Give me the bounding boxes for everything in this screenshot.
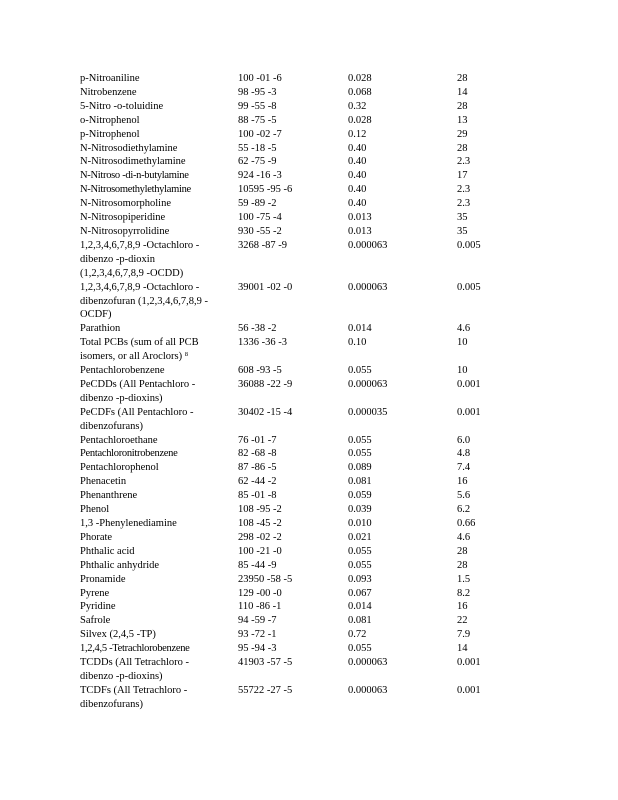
cas-number: 10595 -95 -6 [238,184,293,196]
nonwastewater-standard: 0.001 [457,406,481,418]
nonwastewater-standard: 4.6 [457,323,471,335]
cas-number: 95 -94 -3 [238,643,277,655]
nonwastewater-standard: 0.001 [457,684,481,696]
chemical-name: Phorate [80,531,113,543]
chemical-name: Nitrobenzene [80,86,137,98]
table-row [80,614,520,628]
nonwastewater-standard: 10 [457,337,468,349]
cas-number: 108 -45 -2 [238,518,282,529]
chemical-name: Parathion [80,323,121,335]
cas-number: 93 -72 -1 [238,629,277,641]
table-row [80,434,520,448]
chemical-name: N-Nitrosodiethylamine [80,142,178,154]
wastewater-standard: 0.055 [348,365,372,377]
nonwastewater-standard: 16 [457,601,468,613]
chemical-name: Pentachloronitrobenzene [80,448,178,460]
nonwastewater-standard: 14 [457,86,468,98]
chemical-name: 1,2,4,5 -Tetrachlorobenzene [80,643,190,655]
cas-number: 55722 -27 -5 [238,684,293,696]
table-row [80,684,520,712]
table-row [80,517,520,531]
table-row [80,642,520,656]
table-row [80,531,520,545]
table-row [80,364,520,378]
cas-number: 82 -68 -8 [238,448,277,460]
nonwastewater-standard: 1.5 [457,573,471,585]
cas-number: 36088 -22 -9 [238,378,293,390]
nonwastewater-standard: 10 [457,365,468,377]
nonwastewater-standard: 28 [457,545,468,557]
chemical-name: 1,3 -Phenylenediamine [80,518,177,529]
nonwastewater-standard: 4.6 [457,531,471,543]
table-row [80,475,520,489]
wastewater-standard: 0.081 [348,615,372,627]
table-row [80,225,520,239]
chemical-name [80,336,215,364]
chemical-name: N-Nitrosodimethylamine [80,156,186,168]
nonwastewater-standard: 2.3 [457,198,471,210]
wastewater-standard: 0.068 [348,86,372,98]
nonwastewater-standard: 7.4 [457,462,471,474]
cas-number: 94 -59 -7 [238,615,277,627]
chemical-table [80,72,520,712]
chemical-name: Pyrene [80,587,110,599]
cas-number: 39001 -02 -0 [238,281,293,293]
cas-number: 1336 -36 -3 [238,337,287,349]
table-row [80,281,520,323]
wastewater-standard: 0.40 [348,198,367,210]
wastewater-standard: 0.093 [348,573,372,585]
chemical-name: TCDDs (All Tetrachloro - dibenzo -p-dioxins) [80,657,190,682]
wastewater-standard: 0.055 [348,545,372,557]
wastewater-standard: 0.081 [348,476,372,488]
table-row [80,155,520,169]
nonwastewater-standard: 28 [457,73,468,84]
chemical-name: Phenanthrene [80,490,138,502]
wastewater-standard: 0.40 [348,184,367,196]
chemical-name: N-Nitrosopyrrolidine [80,225,170,237]
wastewater-standard: 0.000063 [348,281,388,293]
cas-number: 100 -01 -6 [238,73,282,84]
nonwastewater-standard: 6.0 [457,434,471,446]
nonwastewater-standard: 22 [457,615,468,627]
table-row [80,656,520,684]
cas-number: 56 -38 -2 [238,323,277,335]
chemical-name: 1,2,3,4,6,7,8,9 -Octachloro - dibenzo -p-dioxin (1,2,3,4,6,7,8,9 -OCDD) [80,239,200,279]
nonwastewater-standard: 35 [457,212,468,224]
wastewater-standard: 0.055 [348,448,372,460]
table-row [80,100,520,114]
nonwastewater-standard: 13 [457,114,468,126]
wastewater-standard: 0.10 [348,337,367,349]
nonwastewater-standard: 16 [457,476,468,488]
cas-number: 55 -18 -5 [238,142,277,154]
cas-number: 62 -44 -2 [238,476,277,488]
table-row [80,461,520,475]
wastewater-standard: 0.014 [348,323,372,335]
chemical-name: Phthalic acid [80,545,135,557]
wastewater-standard: 0.40 [348,170,367,182]
chemical-name: N-Nitrosomorpholine [80,198,171,210]
cas-number: 298 -02 -2 [238,531,282,543]
wastewater-standard: 0.059 [348,490,372,502]
table-row [80,239,520,281]
wastewater-standard: 0.000035 [348,406,388,418]
cas-number: 23950 -58 -5 [238,573,293,585]
table-row [80,336,520,364]
nonwastewater-standard: 8.2 [457,587,471,599]
cas-number: 3268 -87 -9 [238,239,287,251]
wastewater-standard: 0.055 [348,559,372,571]
chemical-name: Phthalic anhydride [80,559,160,571]
nonwastewater-standard: 28 [457,142,468,154]
wastewater-standard: 0.013 [348,212,372,224]
nonwastewater-standard: 6.2 [457,504,471,516]
table-row [80,72,520,86]
nonwastewater-standard: 0.005 [457,281,481,293]
wastewater-standard: 0.000063 [348,657,388,669]
table-row [80,573,520,587]
table-row [80,86,520,100]
wastewater-standard: 0.067 [348,587,372,599]
table-row [80,211,520,225]
cas-number: 129 -00 -0 [238,587,282,599]
cas-number: 110 -86 -1 [238,601,282,613]
cas-number: 99 -55 -8 [238,100,277,112]
chemical-name: PeCDFs (All Pentachloro - dibenzofurans) [80,406,194,432]
nonwastewater-standard: 5.6 [457,490,471,502]
cas-number: 100 -21 -0 [238,545,282,557]
wastewater-standard: 0.013 [348,225,372,237]
wastewater-standard: 0.055 [348,434,372,446]
cas-number: 108 -95 -2 [238,504,282,516]
chemical-name: N-Nitroso -di-n-butylamine [80,170,189,182]
cas-number: 85 -01 -8 [238,490,277,502]
table-row [80,628,520,642]
wastewater-standard: 0.32 [348,100,367,112]
cas-number: 924 -16 -3 [238,170,282,182]
nonwastewater-standard: 4.8 [457,448,471,460]
table-row [80,169,520,183]
chemical-name: N-Nitrosopiperidine [80,212,166,224]
cas-number: 85 -44 -9 [238,559,277,571]
chemical-name: p-Nitroaniline [80,73,140,84]
chemical-name: Pronamide [80,573,126,585]
nonwastewater-standard: 35 [457,225,468,237]
wastewater-standard: 0.12 [348,128,367,140]
cas-number: 62 -75 -9 [238,156,277,168]
table-row [80,406,520,434]
cas-number: 76 -01 -7 [238,434,277,446]
cas-number: 608 -93 -5 [238,365,282,377]
nonwastewater-standard: 0.005 [457,239,481,251]
nonwastewater-standard: 28 [457,559,468,571]
table-row [80,447,520,461]
chemical-name: Safrole [80,615,111,627]
chemical-name: PeCDDs (All Pentachloro - dibenzo -p-dioxins) [80,378,196,404]
table-row [80,142,520,156]
nonwastewater-standard: 7.9 [457,629,471,641]
table-row [80,503,520,517]
footnote-marker: 8 [184,351,188,359]
chemical-name: Silvex (2,4,5 -TP) [80,629,156,641]
cas-number: 87 -86 -5 [238,462,277,474]
nonwastewater-standard: 17 [457,170,468,182]
wastewater-standard: 0.055 [348,643,372,655]
cas-number: 98 -95 -3 [238,86,277,98]
wastewater-standard: 0.089 [348,462,372,474]
table-row [80,183,520,197]
chemical-name: 5-Nitro -o-toluidine [80,100,164,112]
nonwastewater-standard: 0.001 [457,378,481,390]
wastewater-standard: 0.028 [348,114,372,126]
table-row [80,559,520,573]
cas-number: 30402 -15 -4 [238,406,293,418]
cas-number: 59 -89 -2 [238,198,277,210]
table-row [80,114,520,128]
nonwastewater-standard: 29 [457,128,468,140]
cas-number: 88 -75 -5 [238,114,277,126]
wastewater-standard: 0.000063 [348,378,388,390]
chemical-name: N-Nitrosomethylethylamine [80,184,191,196]
chemical-name-text: Total PCBs (sum of all PCB isomers, or all Aroclors) [80,337,199,363]
wastewater-standard: 0.72 [348,629,367,641]
table-row [80,489,520,503]
cas-number: 930 -55 -2 [238,225,282,237]
chemical-name: Pentachlorophenol [80,462,159,474]
table-row [80,600,520,614]
chemical-name: Phenacetin [80,476,127,488]
chemical-name: Pyridine [80,601,116,613]
wastewater-standard: 0.010 [348,518,372,529]
wastewater-standard: 0.021 [348,531,372,543]
wastewater-standard: 0.028 [348,73,372,84]
wastewater-standard: 0.039 [348,504,372,516]
chemical-name: Phenol [80,504,110,516]
wastewater-standard: 0.40 [348,156,367,168]
table-row [80,587,520,601]
wastewater-standard: 0.000063 [348,684,388,696]
table-row [80,197,520,211]
chemical-name: o-Nitrophenol [80,114,140,126]
nonwastewater-standard: 0.001 [457,657,481,669]
chemical-name: p-Nitrophenol [80,128,140,140]
table-row [80,322,520,336]
nonwastewater-standard: 2.3 [457,184,471,196]
table-row [80,545,520,559]
cas-number: 41903 -57 -5 [238,657,293,669]
chemical-name: Pentachlorobenzene [80,365,165,377]
chemical-name: 1,2,3,4,6,7,8,9 -Octachloro - dibenzofuran (1,2,3,4,6,7,8,9 - OCDF) [80,281,209,321]
wastewater-standard: 0.000063 [348,239,388,251]
nonwastewater-standard: 28 [457,100,468,112]
table-row [80,378,520,406]
chemical-name: TCDFs (All Tetrachloro - dibenzofurans) [80,684,188,710]
wastewater-standard: 0.014 [348,601,372,613]
wastewater-standard: 0.40 [348,142,367,154]
cas-number: 100 -75 -4 [238,212,282,224]
cas-number: 100 -02 -7 [238,128,282,140]
chemical-name: Pentachloroethane [80,434,158,446]
nonwastewater-standard: 2.3 [457,156,471,168]
table-row [80,128,520,142]
nonwastewater-standard: 0.66 [457,518,476,529]
nonwastewater-standard: 14 [457,643,468,655]
